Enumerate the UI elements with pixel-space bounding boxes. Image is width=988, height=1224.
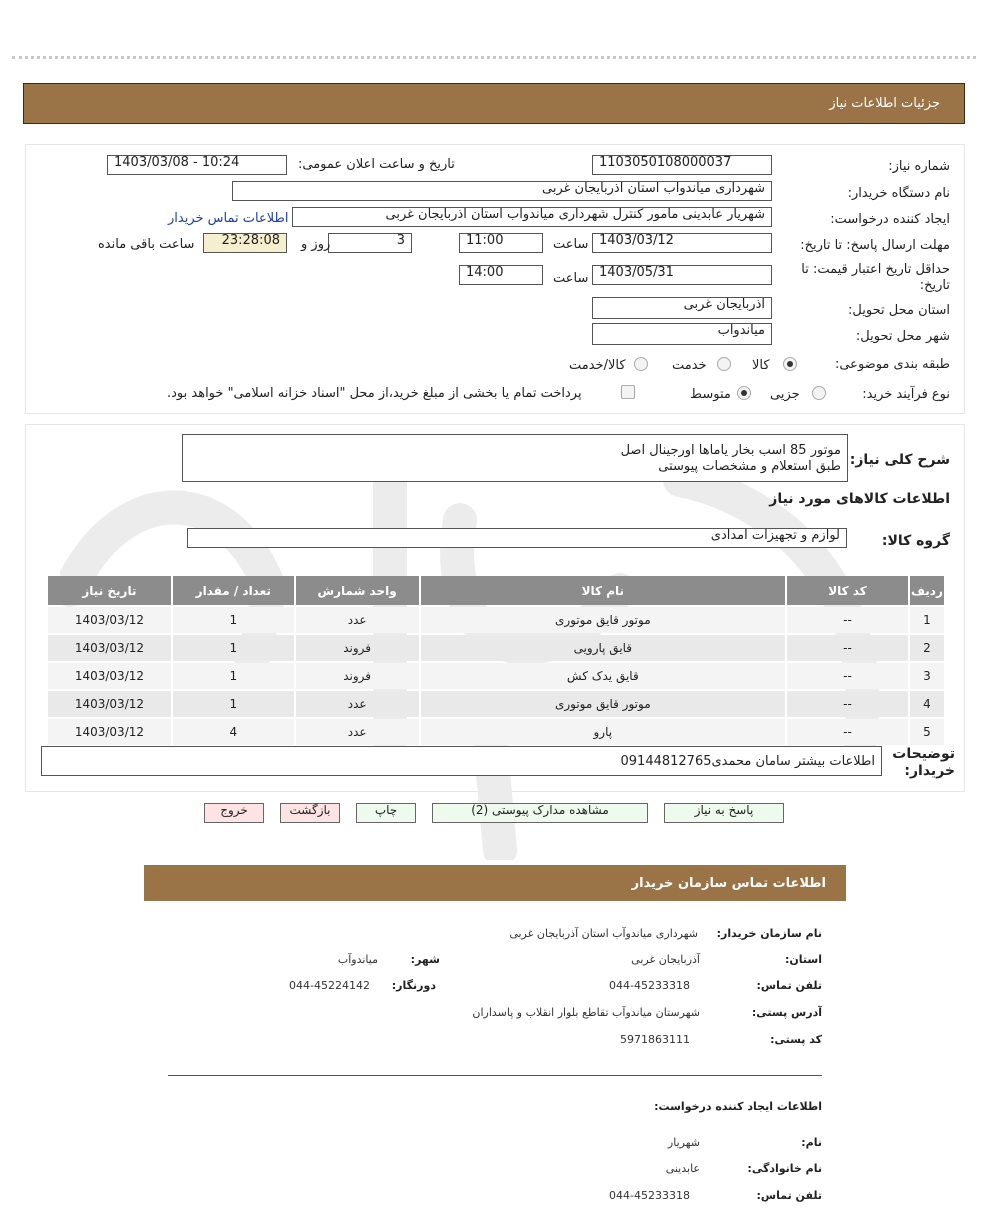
creator-family-label: نام خانوادگی: [747,1162,822,1175]
item-unit: فروند [296,663,419,689]
deadline-date-field: 1403/03/12 [592,233,772,253]
exit-button[interactable]: خروج [204,803,264,823]
category-goods-radio[interactable] [783,357,797,371]
group-label: گروه کالا: [881,533,950,549]
deadline-time-field: 11:00 [459,233,543,253]
creator-family-value: عابدینی [665,1162,700,1175]
payment-note: پرداخت تمام یا بخشی از مبلغ خرید،از محل "اسناد خزانه اسلامی" خواهد بود. [167,386,582,401]
top-divider [12,56,976,59]
province-field: آذربایجان غربی [592,297,772,319]
item-qty: 1 [173,635,294,661]
need-number-field: 1103050108000037 [592,155,772,175]
process-minor-radio[interactable] [812,386,826,400]
table-row [48,663,944,689]
deadline-time-label: ساعت [553,237,589,252]
announce-label: تاریخ و ساعت اعلان عمومی: [298,157,455,172]
item-date: 1403/03/12 [48,635,171,661]
remaining-label: ساعت باقی مانده [98,237,195,252]
price-valid-date-field: 1403/05/31 [592,265,772,285]
phone-value: 044-45233318 [609,979,690,992]
address-label: آدرس پستی: [751,1006,822,1019]
item-code: -- [787,607,908,633]
col-date-header: تاریخ نیاز [48,576,171,605]
item-qty: 1 [173,607,294,633]
table-row [48,607,944,633]
item-unit: عدد [296,691,419,717]
reply-button[interactable]: پاسخ به نیاز [664,803,784,823]
summary-field [182,434,848,482]
process-label: نوع فرآیند خرید: [862,387,950,402]
process-medium-label: متوسط [690,387,731,402]
item-date: 1403/03/12 [48,663,171,689]
col-unit-header: واحد شمارش [296,576,419,605]
item-date: 1403/03/12 [48,719,171,745]
contact-header [144,865,846,901]
print-button[interactable]: چاپ [356,803,416,823]
item-unit: عدد [296,607,419,633]
back-button[interactable]: بازگشت [280,803,340,823]
creator-field: شهریار عابدینی مامور کنترل شهرداری میاندواب استان آذربایجان غربی [292,207,772,227]
item-date: 1403/03/12 [48,607,171,633]
item-code: -- [787,635,908,661]
item-code: -- [787,663,908,689]
row-number: 4 [910,691,944,717]
treasury-checkbox[interactable] [621,385,635,399]
summary-label: شرح کلی نیاز: [849,452,950,468]
creator-label: ایجاد کننده درخواست: [830,212,950,227]
creator-phone-value: 044-45233318 [609,1189,690,1202]
creator-info-title: اطلاعات ایجاد کننده درخواست: [654,1100,822,1113]
postal-code-value: 5971863111 [620,1033,690,1046]
contact-city-value: میاندوآب [337,953,378,966]
fax-label: دورنگار: [391,979,436,992]
page-header [23,83,965,124]
contact-province-label: استان: [785,953,822,966]
item-date: 1403/03/12 [48,691,171,717]
buyer-notes-field: اطلاعات بیشتر سامان محمدی09144812765 [41,746,882,776]
postal-code-label: کد پستی: [770,1033,822,1046]
col-qty-header: تعداد / مقدار [173,576,294,605]
buyer-org-field: شهرداری میاندواب استان آذربایجان غربی [232,181,772,201]
item-unit: فروند [296,635,419,661]
price-valid-time-label: ساعت [553,271,589,286]
contact-title: اطلاعات تماس سازمان خریدار [631,875,826,891]
announce-field: 1403/03/08 - 10:24 [107,155,287,175]
item-name: موتور قایق موتوری [421,607,786,633]
goods-info-title: اطلاعات کالاهای مورد نیاز [769,491,950,507]
price-valid-label: حداقل تاریخ اعتبار قیمت: تا تاریخ: [801,262,950,293]
col-code-header: کد کالا [787,576,908,605]
contact-province-value: آذربایجان غربی [631,953,700,966]
org-label: نام سازمان خریدار: [716,927,822,940]
item-qty: 1 [173,691,294,717]
need-number-label: شماره نیاز: [888,159,950,174]
address-value: شهرستان میاندوآب تقاطع بلوار انقلاب و پاسداران [472,1006,700,1019]
city-field: میاندواب [592,323,772,345]
group-field: لوازم و تجهیزات امدادی [187,528,847,548]
buyer-notes-label: توضیحات خریدار: [892,746,955,779]
contact-divider [168,1075,822,1076]
item-unit: عدد [296,719,419,745]
creator-name-value: شهریار [667,1136,700,1149]
table-row [48,719,944,745]
table-header-row [48,576,944,605]
goods-table [46,574,946,747]
org-value: شهرداری میاندوآب استان آذربایجان غربی [509,927,698,940]
page-title: جزئیات اطلاعات نیاز [829,96,940,111]
summary-line-1: موتور 85 اسب بخار یاماها اورجینال اصل [620,443,841,458]
contact-city-label: شهر: [410,953,440,966]
province-label: استان محل تحویل: [848,303,950,318]
deadline-label: مهلت ارسال پاسخ: تا تاریخ: [800,238,950,253]
row-number: 2 [910,635,944,661]
item-name: قایق پارویی [421,635,786,661]
row-number: 1 [910,607,944,633]
row-number: 3 [910,663,944,689]
category-service-label: خدمت [672,358,707,373]
item-name: موتور قایق موتوری [421,691,786,717]
price-valid-time-field: 14:00 [459,265,543,285]
creator-name-label: نام: [801,1136,822,1149]
fax-value: 044-45224142 [289,979,370,992]
item-name: قایق یدک کش [421,663,786,689]
category-label: طبقه بندی موضوعی: [834,357,950,372]
days-field: 3 [328,233,412,253]
creator-phone-label: تلفن تماس: [756,1189,822,1202]
process-medium-radio[interactable] [737,386,751,400]
col-name-header: نام کالا [421,576,786,605]
city-label: شهر محل تحویل: [855,329,950,344]
row-number: 5 [910,719,944,745]
buyer-org-label: نام دستگاه خریدار: [847,186,950,201]
days-label: روز و [301,237,331,252]
category-service-radio[interactable] [717,357,731,371]
view-attachments-button[interactable]: مشاهده مدارک پیوستی (2) [432,803,648,823]
category-goods-service-label: کالا/خدمت [569,358,626,373]
category-goods-label: کالا [752,358,770,373]
table-row [48,635,944,661]
summary-line-2: طبق استعلام و مشخصات پیوستی [658,459,841,474]
category-goods-service-radio[interactable] [634,357,648,371]
table-row [48,691,944,717]
item-code: -- [787,719,908,745]
item-qty: 1 [173,663,294,689]
item-qty: 4 [173,719,294,745]
item-code: -- [787,691,908,717]
remaining-time-field: 23:28:08 [203,233,287,253]
process-minor-label: جزیی [770,387,800,402]
phone-label: تلفن تماس: [756,979,822,992]
buyer-contact-link[interactable]: اطلاعات تماس خریدار [168,211,289,226]
col-row-header: ردیف [910,576,944,605]
item-name: پارو [421,719,786,745]
